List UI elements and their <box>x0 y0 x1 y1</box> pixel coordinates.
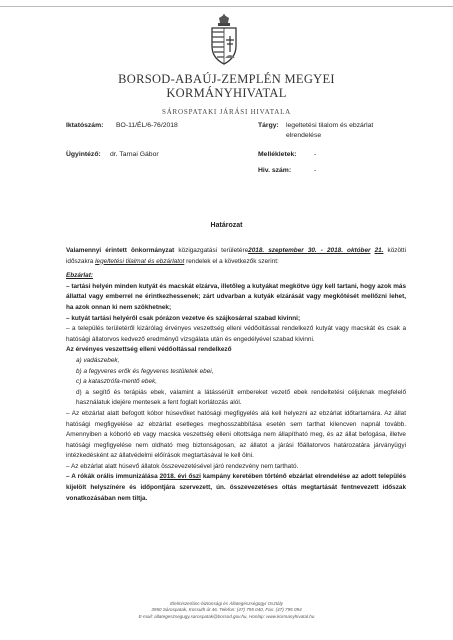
hiv-szam-label: Hiv. szám: <box>258 167 292 174</box>
document-body <box>66 246 406 504</box>
mellekletek-value: - <box>314 151 317 158</box>
intro-text-3: rendelek el a következők szerint: <box>184 257 279 265</box>
rule-kobor: – Az ebzárlat alatt befogott kóbor húsevőket hatósági megfigyelés alá kell helyezni az ebzárlat időtartamára. Az állat hatósági megfigyelése az ebzárlat esetleges meghosszabbítása esetén sem tarthat kilencven napnál tovább. Amennyiben a kóborló eb vagy macska veszettség elleni oltottsága nem állapítható meg, és az állat befogása, illetve hatósági megfigyelése nem oldható meg biztonságosan, az állatot a járási főállatorvos határozatára járványügyi intézkedésként az állatvédelmi előírások megtartásával le kell ölni. <box>66 409 406 460</box>
ugyintezo-value: dr. Tarnai Gábor <box>110 151 159 158</box>
coat-of-arms-icon <box>206 14 242 66</box>
exempt-item-a: a) vadászebek, <box>76 356 120 364</box>
intro-date-end: 21. <box>374 247 384 254</box>
rule-immunizalas <box>66 472 406 504</box>
intro-measures: legeltetési tilalmat és ebzárlatot <box>95 257 185 265</box>
intro-paragraph <box>66 246 406 267</box>
targy-value-line1: legeltetési tilalom és ebzárlat <box>286 122 374 129</box>
targy-value-line2: elrendelése <box>286 132 322 139</box>
intro-text: közigazgatási területére <box>174 247 249 254</box>
iktatoszam-value: BO-11/ÉL/6-76/2018 <box>116 122 178 129</box>
exempt-item-c: c) a katasztrófa-mentő ebek, <box>76 378 157 386</box>
intro-date-range: 2018. szeptember 30. - 2018. október <box>248 247 371 254</box>
document-title: Határozat <box>210 222 243 229</box>
top-rule <box>0 6 453 7</box>
intro-text-2: közötti időszakra <box>66 247 406 265</box>
office-name: SÁROSPATAKI JÁRÁSI HIVATALA <box>162 108 291 116</box>
footer <box>0 601 453 620</box>
rule-tartas: – tartási helyén minden kutyát és macskát elzárva, illetőleg a kutyákat megkötve úgy kell tartani, hogy azok más állattal vagy emberrel ne érintkezhessenek; zárt udvarban a kutyák elzárását vagy megkötését mellőzni lehet, ha azok onnan ki nem szökhetnek; <box>66 282 406 311</box>
immunizalas-campaign: 2018. évi őszi <box>159 473 201 481</box>
rule-kiviteli: – a település területéről kizárólag érvényes veszettség elleni védőoltással rendelkező kutyát vagy macskát és csak a hatósági állatorvos kedvező eredményű vizsgálata után és engedélyével szabad kivinni. <box>66 325 406 343</box>
hiv-szam-value: - <box>314 167 317 174</box>
immunizalas-text: – A rókák orális immunizálása <box>66 473 160 481</box>
rule-rendezveny: – Az ebzárlat alatt húsevő állatok összevezetésével járó rendezvény nem tartható. <box>66 462 299 470</box>
org-name-line1: BORSOD-ABAÚJ-ZEMPLÉN MEGYEI <box>118 72 335 86</box>
ebzarlat-heading: Ebzárlat: <box>66 272 93 280</box>
immunizalas-text-2: kampány keretében történő ebzárlat elrendelése az adott település kijelölt helyszínére és időpontjára szervezett, ún. összevezetéses oltás megtartását fentnevezett időszak vonatkozásában nem tiltja. <box>66 473 406 502</box>
exempt-item-d: d) a segítő és terápiás ebek, valamint a látássérült embereket vezető ebek rendeltetési céljuknak megfelelő használatuk idejére mentesek a fent foglalt korlátozás alól. <box>76 388 406 407</box>
org-name-line2: KORMÁNYHIVATAL <box>166 86 287 100</box>
ugyintezo-label: Ügyintéző: <box>66 151 101 158</box>
targy-label: Tárgy: <box>258 122 279 129</box>
mellekletek-label: Mellékletek: <box>258 151 297 158</box>
intro-subject: Valamennyi érintett önkormányzat <box>66 247 175 254</box>
vaccinated-heading: Az érvényes veszettség elleni védőoltással rendelkező <box>66 346 232 354</box>
footer-department: Élelmiszerlánc-biztonsági és Állategészségügyi Osztály <box>170 601 283 606</box>
iktatoszam-label: Iktatószám: <box>66 122 104 129</box>
exempt-item-b: b) a fegyveres erők és fegyveres testületek ebei, <box>76 367 214 375</box>
rule-poraz: – kutyát tartási helyéről csak pórázon vezetve és szájkosárral szabad kivinni; <box>66 314 301 322</box>
footer-address: 3950 Sárospatak, Kossuth út 46. Telefon: (47) 795 040, Fax: (47) 795 094 <box>151 607 302 613</box>
footer-contact: E-mail: allategeszsegugy.sarospatak@borsod.gov.hu, Honlap: www.kormanyhivatal.hu <box>138 613 315 619</box>
